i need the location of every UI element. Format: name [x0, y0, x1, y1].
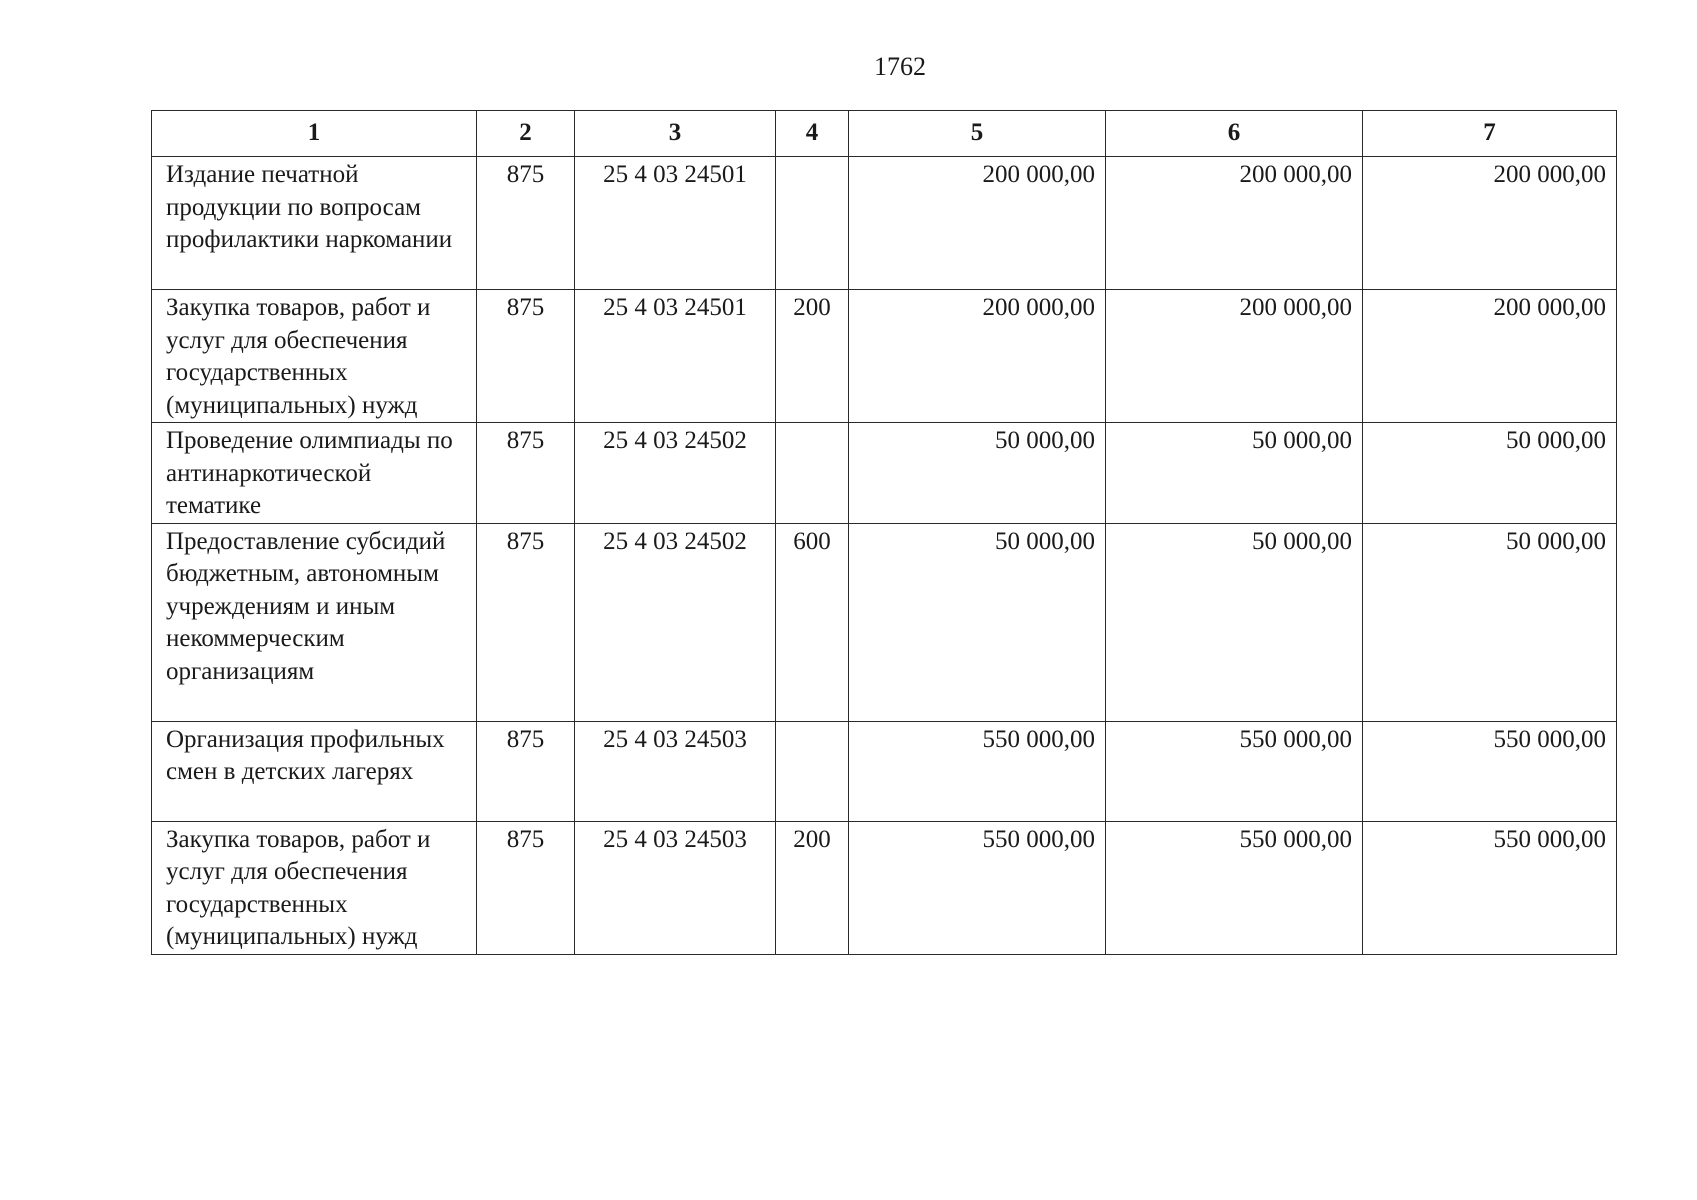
amount-col-5: 550 000,00 [849, 821, 1106, 954]
table-row [152, 423, 1617, 524]
amount-col-6: 200 000,00 [1106, 290, 1363, 423]
column-header: 2 [477, 111, 575, 157]
target-article-code: 25 4 03 24502 [575, 523, 776, 721]
column-header: 6 [1106, 111, 1363, 157]
expense-type-code [776, 157, 849, 290]
amount-col-5: 200 000,00 [849, 157, 1106, 290]
amount-col-7: 200 000,00 [1363, 290, 1617, 423]
amount-col-7: 50 000,00 [1363, 423, 1617, 524]
amount-col-6: 550 000,00 [1106, 821, 1363, 954]
department-code: 875 [477, 290, 575, 423]
target-article-code: 25 4 03 24503 [575, 721, 776, 821]
expense-name: Организация профильных смен в детских лагерях [152, 721, 477, 821]
expense-type-code [776, 423, 849, 524]
target-article-code: 25 4 03 24501 [575, 290, 776, 423]
expense-name: Предоставление субсидий бюджетным, автономным учреждениям и иным некоммерческим организациям [152, 523, 477, 721]
expense-type-code: 200 [776, 821, 849, 954]
amount-col-5: 50 000,00 [849, 423, 1106, 524]
table-row [152, 157, 1617, 290]
department-code: 875 [477, 721, 575, 821]
amount-col-7: 550 000,00 [1363, 821, 1617, 954]
budget-table [151, 110, 1617, 955]
department-code: 875 [477, 523, 575, 721]
expense-type-code [776, 721, 849, 821]
department-code: 875 [477, 157, 575, 290]
column-header: 3 [575, 111, 776, 157]
table-row [152, 721, 1617, 821]
amount-col-6: 550 000,00 [1106, 721, 1363, 821]
column-header: 4 [776, 111, 849, 157]
amount-col-7: 200 000,00 [1363, 157, 1617, 290]
expense-name: Закупка товаров, работ и услуг для обеспечения государственных (муниципальных) нужд [152, 290, 477, 423]
amount-col-5: 550 000,00 [849, 721, 1106, 821]
table-row [152, 821, 1617, 954]
table-header-row [152, 111, 1617, 157]
expense-type-code: 200 [776, 290, 849, 423]
amount-col-6: 200 000,00 [1106, 157, 1363, 290]
amount-col-7: 550 000,00 [1363, 721, 1617, 821]
table-row [152, 290, 1617, 423]
target-article-code: 25 4 03 24503 [575, 821, 776, 954]
amount-col-5: 200 000,00 [849, 290, 1106, 423]
page-number: 1762 [874, 52, 926, 81]
table-row [152, 523, 1617, 721]
amount-col-7: 50 000,00 [1363, 523, 1617, 721]
column-header: 1 [152, 111, 477, 157]
department-code: 875 [477, 423, 575, 524]
target-article-code: 25 4 03 24502 [575, 423, 776, 524]
expense-name: Закупка товаров, работ и услуг для обеспечения государственных (муниципальных) нужд [152, 821, 477, 954]
target-article-code: 25 4 03 24501 [575, 157, 776, 290]
column-header: 5 [849, 111, 1106, 157]
amount-col-6: 50 000,00 [1106, 423, 1363, 524]
amount-col-6: 50 000,00 [1106, 523, 1363, 721]
amount-col-5: 50 000,00 [849, 523, 1106, 721]
expense-name: Издание печатной продукции по вопросам профилактики наркомании [152, 157, 477, 290]
expense-name: Проведение олимпиады по антинаркотической тематике [152, 423, 477, 524]
department-code: 875 [477, 821, 575, 954]
column-header: 7 [1363, 111, 1617, 157]
expense-type-code: 600 [776, 523, 849, 721]
